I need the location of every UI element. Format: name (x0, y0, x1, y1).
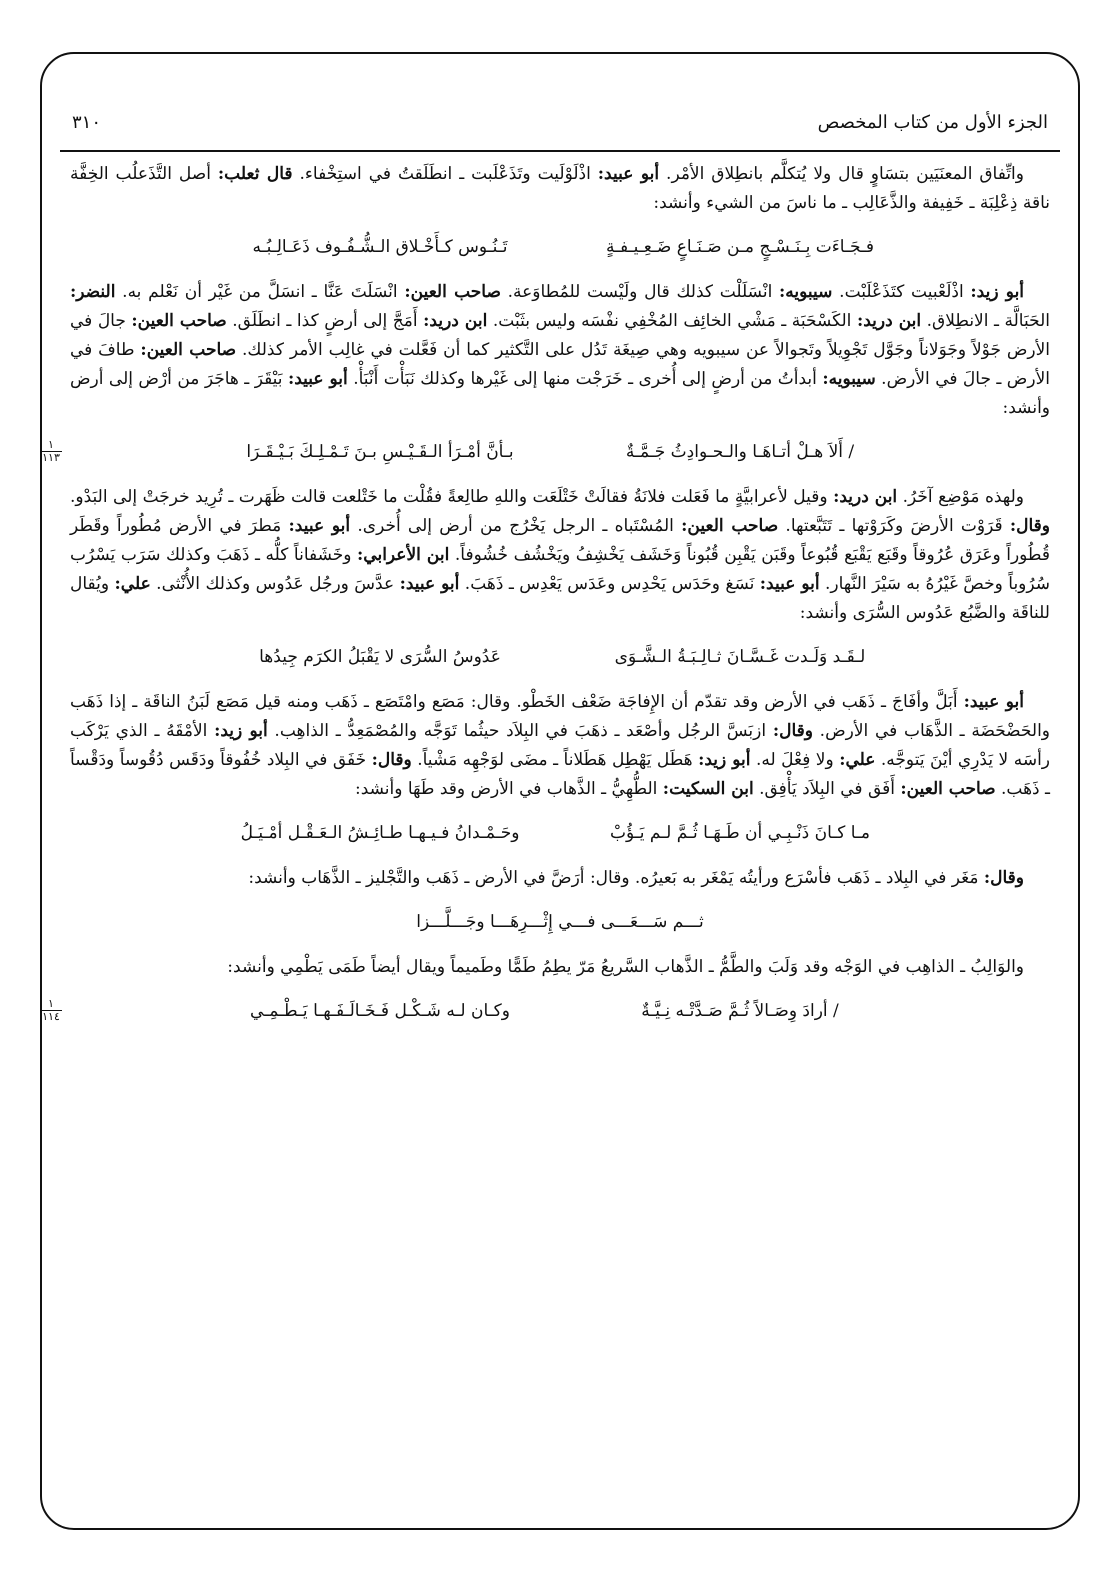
speaker-name: أبو عبيد: (597, 164, 660, 184)
verse (70, 232, 1050, 262)
speaker-name: سيبويه: (779, 282, 833, 302)
paragraph-text: جالَ في الأرض جَوْلاً وجَوَلاناً وجَوَّل تَجْوِيلاً وتَجوالاً عن سيبويه وهي صِيغَة تَدُل على التَّكثير كما أن فَعَّلت في غالِب الأمر كذلك. (70, 311, 1051, 360)
speaker-name: ابن الأعرابي: (357, 545, 450, 565)
page-body (42, 160, 1051, 1042)
speaker-name: صاحب العين: (404, 282, 501, 302)
paragraph-text: المُسْتَباه ـ الرجل يَخْرُج من أرض إلى أُخرى. (350, 516, 682, 536)
paragraph-text: مَطرَ في الأرض مُطُوراً وقَطَر قُطُوراً وعَرَق عُرُوقاً وقَبَع يَقْبَع قُبُوعاً وقَبَن يَقْبِن قُبُوناً وَخَشَف يَخْشِفُ ويَخْشُف خُشُوفاً. (70, 516, 1051, 565)
margin-mark-bottom: ١١٣ (42, 451, 60, 464)
paragraph (70, 278, 1050, 423)
verse-first-hemistich: لـقَـد وَلَـدت غَـسَّـانَ ثـالِـبَـةُ الـشَّـوَى (614, 647, 866, 667)
verse-single-line: ثـــم سَـــعَـــى فـــي إِثْـــرِهَـــا وجَـــلَّـــزا (416, 912, 704, 932)
margin-page-mark (40, 998, 62, 1023)
verse-first-hemistich: مـا كـانَ ذَنْـبِـي أن طَـهَـا ثُـمَّ لـم يَـؤُبْ (609, 823, 871, 843)
paragraph-text: ولا فِعْلَ له. (750, 750, 840, 770)
paragraph (70, 864, 1050, 893)
speaker-name: أبو زيد: (970, 282, 1025, 302)
speaker-name: أبو زيد: (214, 721, 268, 741)
speaker-name: سيبويه: (822, 369, 876, 389)
speaker-name: ابن دريد: (833, 487, 898, 507)
speaker-name: وقال: (983, 868, 1024, 888)
paragraph-text: عدَّسَ ورجُل عَدُوس وكذلك الأُنْثى. (150, 574, 400, 594)
paragraph-text: مَغَر في البِلاد ـ ذَهَب فأسْرَع ورأيتُه يَمْغَر به بَعيرُه. وقال: أرَضَّ في الأرض ـ ذَهَب والتَّجْليز ـ الذَّهَاب وأنشد: (248, 868, 984, 888)
verse-first-hemistich: / أرادَ وِصَـالاً ثُـمَّ صَـدَّتْـه نِـيَّـةٌ (641, 1001, 839, 1021)
paragraph-text: الطُّهِيُّ ـ الذَّهاب في الأرض وقد طَهَا وأنشد: (354, 779, 663, 799)
speaker-name: صاحب العين: (131, 311, 227, 331)
verse (70, 818, 1050, 848)
verse (42, 437, 1050, 467)
speaker-name: صاحب العين: (681, 516, 779, 536)
paragraph-text: أبدأتُ من أرضٍ إلى أُخرى ـ خَرَجْت منها إلى غَيْرها وكذلك نَبَأْت أَنْبَأْ. (347, 369, 823, 389)
paragraph-text: والوَالِبُ ـ الذاهِب في الوَجْه وقد وَلَبَ والطَّمُّ ـ الذَّهاب السَّريعُ مَرّ يطِمُ طَمًّا وطَميماً ويقال أيضاً طَمَى يَطْمِي وأنشد: (227, 957, 1024, 977)
paragraph-text: أَفَق في البِلاَد يَأْفِق. (753, 779, 901, 799)
paragraph-text: ازبَسَّ الرجُل وأصْعَد ـ ذهَبَ في البِلاَد حيثُما تَوَجَّه والمُصْمَعِدُّ ـ الذاهِب. (267, 721, 773, 741)
paragraph-text: أَبَلَّ وأفَاجَ ـ ذَهَب في الأرض وقد تقدّم أن الإِفاجَة ضَعْف الخَطْو. وقال: مَصَع وامْتَصَع ـ ذَهَب ومنه قيل مَصَع لَبَنُ الناقَة ـ إذا ذَهَب والحَضْحَضَة ـ الذَّهَاب في الأرض. (70, 692, 1051, 741)
verse-second-hemistich: وحَـمْـدانُ فـيـهـا طـائِـشُ الـعَـقْـل أمْـيَـلُ (240, 823, 520, 843)
paragraph-text: انْسَلَتَ عَنَّا ـ انسَلَّ من غَيْر أن نَعْلم به. (115, 282, 405, 302)
paragraph-text: وقيل لأعرابيَّةٍ ما فَعَلت فلانَةُ فقالَتْ خَتْلَعَت واللهِ طالِعةً فقُلْت ما خَتْلعت قالت ظَهَرت ـ تُرِيد خرجَتْ إلى البَدْو. (70, 487, 834, 507)
margin-mark-bottom: ١١٤ (42, 1010, 60, 1023)
paragraph-text: أَمَجَّ إلى أرضٍ كذا ـ انطَلَق. (226, 311, 424, 331)
speaker-name: ابن دريد: (856, 311, 922, 331)
speaker-name: ابن دريد: (423, 311, 488, 331)
paragraph-text: اذْلَعْبيت كتَذَعْلَبْت. (832, 282, 971, 302)
verse (70, 642, 1050, 672)
paragraph-text: طافَ في الأرض ـ جالَ في الأرض. (70, 340, 1050, 389)
paragraph (70, 688, 1050, 804)
paragraph (70, 953, 1050, 982)
speaker-name: ابن السكيت: (662, 779, 754, 799)
speaker-name: أبو عبيد: (287, 369, 348, 389)
verse-second-hemistich: بـأنَّ أمْـرَأ الـقَـيْـسِ بـنَ تَـمْـلِـكَ بَـيْـقَـرَا (246, 442, 514, 462)
verse-second-hemistich: تَـنُـوس كـأَخْـلاق الـشُّـفُـوف ذَعَـالِـبُـه (252, 237, 508, 257)
speaker-name: صاحب العين: (900, 779, 996, 799)
verse-second-hemistich: وكـان لـه شَـكْـل فَـخَـالَـفَـهـا يَـطْـمِـي (250, 1001, 510, 1021)
page-number: ٣١٠ (72, 112, 102, 133)
speaker-name: قال ثعلب: (217, 164, 293, 184)
paragraph-text: خَفَق في البِلاد خُفُوقاً ودَقَس دُقُوساً ودَقْساً ـ ذَهَب. (70, 750, 1050, 799)
speaker-name: علي: (839, 750, 876, 770)
speaker-name: وقال: (1009, 516, 1051, 536)
paragraph-text: قَرَوْت الأرضَ وكَرَوْتها ـ تَتَبَّعتها. (778, 516, 1010, 536)
speaker-name: أبو عبيد: (288, 516, 351, 536)
paragraph (70, 160, 1050, 218)
paragraph-text: اذْلَوْلَيت وتَذَعْلَبت ـ انطَلَقتُ في استِخْفاء. (292, 164, 598, 184)
paragraph-text: الكَسْحَبَة ـ مَشْي الخائِف المُخْفِي نفْسَه وليس بثَبْت. (487, 311, 857, 331)
margin-mark-top: ١ (40, 998, 62, 1011)
margin-mark-top: ١ (40, 439, 62, 452)
margin-page-mark (40, 439, 62, 464)
header-rule (60, 150, 1060, 152)
speaker-name: النضر: (70, 282, 116, 302)
speaker-name: وقال: (772, 721, 813, 741)
paragraph-text: نَسَغ وحَدَس يَحْدِس وعَدَس يَعْدِس ـ ذَهَبَ. (459, 574, 760, 594)
paragraph-text: واتِّفاق المعنَيَين بتسَاوٍ قال ولا يُتكلَّم بانطِلاق الأمْر. (659, 164, 1024, 184)
verse (42, 996, 1050, 1026)
paragraph-text: الحَبَالَّة ـ الانطِلاق. (921, 311, 1050, 331)
verse-second-hemistich: عَدُوسُ السُّرَى لا يَقْبَلُ الكرَم جِيدُها (259, 647, 501, 667)
paragraph-text: ويُقال للناقَة والضَّبُع عَدُوس السُّرَى وأنشد: (70, 574, 1050, 623)
verse-first-hemistich: / أَلاَ هـلْ أتـاهَـا والـحـوادِثُ جَـمَّـةٌ (625, 442, 855, 462)
speaker-name: أبو عبيد: (963, 692, 1024, 712)
paragraph-text: بَيْقَرَ ـ هاجَرَ من أرْض إلى أرض وأنشد: (70, 369, 1050, 418)
speaker-name: صاحب العين: (140, 340, 237, 360)
speaker-name: وقال: (371, 750, 412, 770)
paragraph-text: وخَشَفاناً كلُّه ـ ذَهَبَ وكذلك سَرَب يَسْرُب سُرُوباً وخصَّ غَيْرُهُ به سَيْرَ النَّهار. (70, 545, 1051, 594)
speaker-name: علي: (114, 574, 151, 594)
paragraph-text: الأمْقَهُ ـ الذي يَرْكَب رأسَه لا يَدْرِي أيْنَ يَتوجَّه. (70, 721, 1051, 770)
verse-first-hemistich: فـجَـاءَت بِـنَـسْـجٍ مـن صَـنَـاعٍ ضَـعِـيـفـةٍ (605, 237, 875, 257)
verse (70, 907, 1050, 937)
running-title: الجزء الأول من كتاب المخصص (817, 112, 1048, 133)
speaker-name: أبو عبيد: (399, 574, 460, 594)
paragraph-text: ولهذه مَوْضِع آخَرُ. (897, 487, 1024, 507)
paragraph-text: انْسَلَلْت كذلك قال ولَيْست للمُطاوَعة. (500, 282, 780, 302)
paragraph (70, 483, 1050, 628)
speaker-name: أبو عبيد: (759, 574, 820, 594)
page-header (72, 112, 1048, 133)
paragraph-text: أصل التَّذَعلُب الخِفَّة ناقة ذِعْلِبَة ـ خَفِيفة والذَّعَالِب ـ ما ناسَ من الشيء وأنشد: (70, 164, 1050, 213)
paragraph-text: هَطَل يَهْطِل هَطَلاناً ـ مضَى لوَجْهِه مَشْياً. (411, 750, 699, 770)
speaker-name: أبو زيد: (698, 750, 751, 770)
